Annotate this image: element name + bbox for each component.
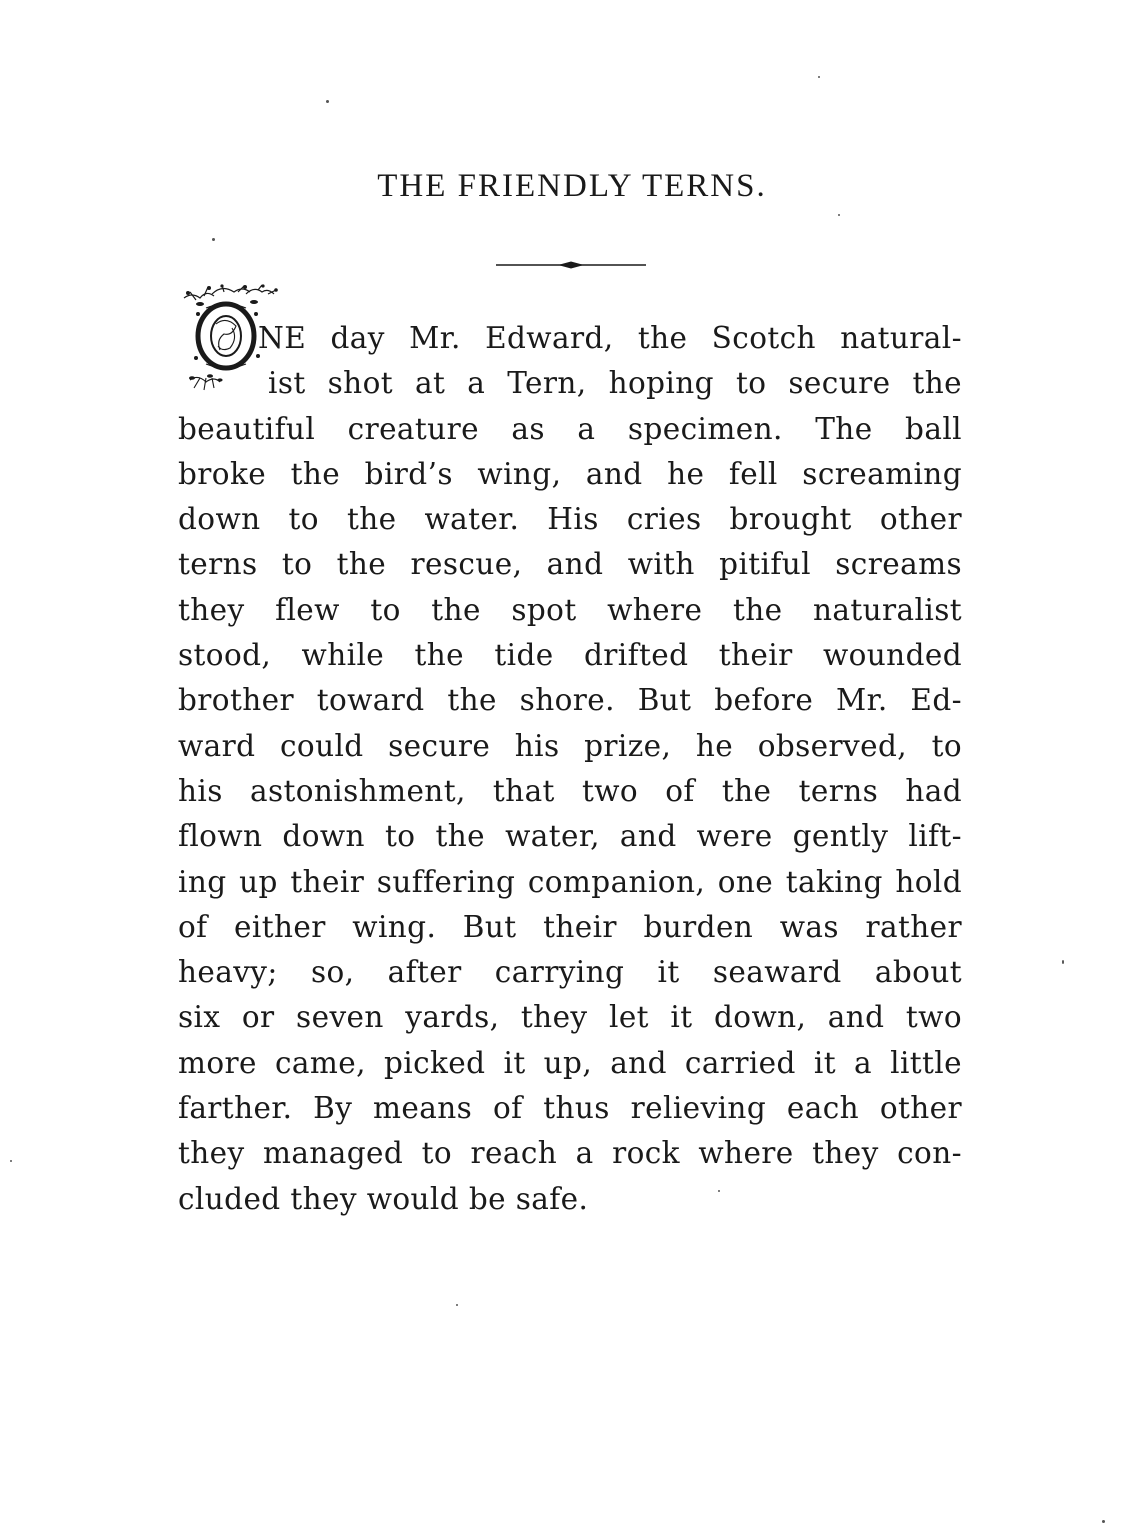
text-line: six or seven yards, they let it down, and two bbox=[178, 1000, 962, 1035]
text-line: ist shot at a Tern, hoping to secure the bbox=[268, 366, 962, 401]
text-line: NE day Mr. Edward, the Scotch natural- bbox=[258, 321, 962, 355]
scan-speck bbox=[1102, 1520, 1105, 1523]
text-line: cluded they would be safe. bbox=[178, 1181, 589, 1216]
text-line: they managed to reach a rock where they con- bbox=[178, 1136, 962, 1171]
text-line: they flew to the spot where the naturalist bbox=[178, 592, 962, 627]
text-line: his astonishment, that two of the terns had bbox=[178, 773, 962, 808]
scan-speck bbox=[456, 1304, 458, 1306]
scan-speck bbox=[718, 1190, 720, 1192]
text-line: of either wing. But their burden was rather bbox=[178, 909, 962, 944]
text-line: more came, picked it up, and carried it a little bbox=[178, 1045, 962, 1080]
text-line: flown down to the water, and were gently lift- bbox=[178, 819, 962, 854]
text-line: stood, while the tide drifted their wounded bbox=[178, 638, 962, 673]
ornamental-rule bbox=[496, 258, 646, 272]
text-line: beautiful creature as a specimen. The ball bbox=[178, 411, 962, 446]
scan-speck bbox=[1062, 960, 1064, 964]
scan-speck bbox=[212, 238, 215, 241]
text-line: heavy; so, after carrying it seaward about bbox=[178, 955, 962, 990]
scan-speck bbox=[326, 100, 329, 103]
text-line: ward could secure his prize, he observed, to bbox=[178, 728, 962, 763]
text-line: farther. By means of thus relieving each other bbox=[178, 1091, 962, 1126]
scan-speck bbox=[838, 214, 840, 216]
text-line: broke the bird’s wing, and he fell screaming bbox=[178, 456, 962, 491]
scan-speck bbox=[818, 76, 820, 78]
text-line: terns to the rescue, and with pitiful screams bbox=[178, 547, 962, 582]
text-line: ing up their suffering companion, one taking hold bbox=[178, 864, 962, 899]
body-text bbox=[178, 316, 962, 1222]
page-title: THE FRIENDLY TERNS. bbox=[377, 168, 767, 204]
text-line: brother toward the shore. But before Mr. Ed- bbox=[178, 683, 962, 718]
text-line: down to the water. His cries brought other bbox=[178, 502, 962, 537]
scan-speck bbox=[10, 1160, 12, 1162]
